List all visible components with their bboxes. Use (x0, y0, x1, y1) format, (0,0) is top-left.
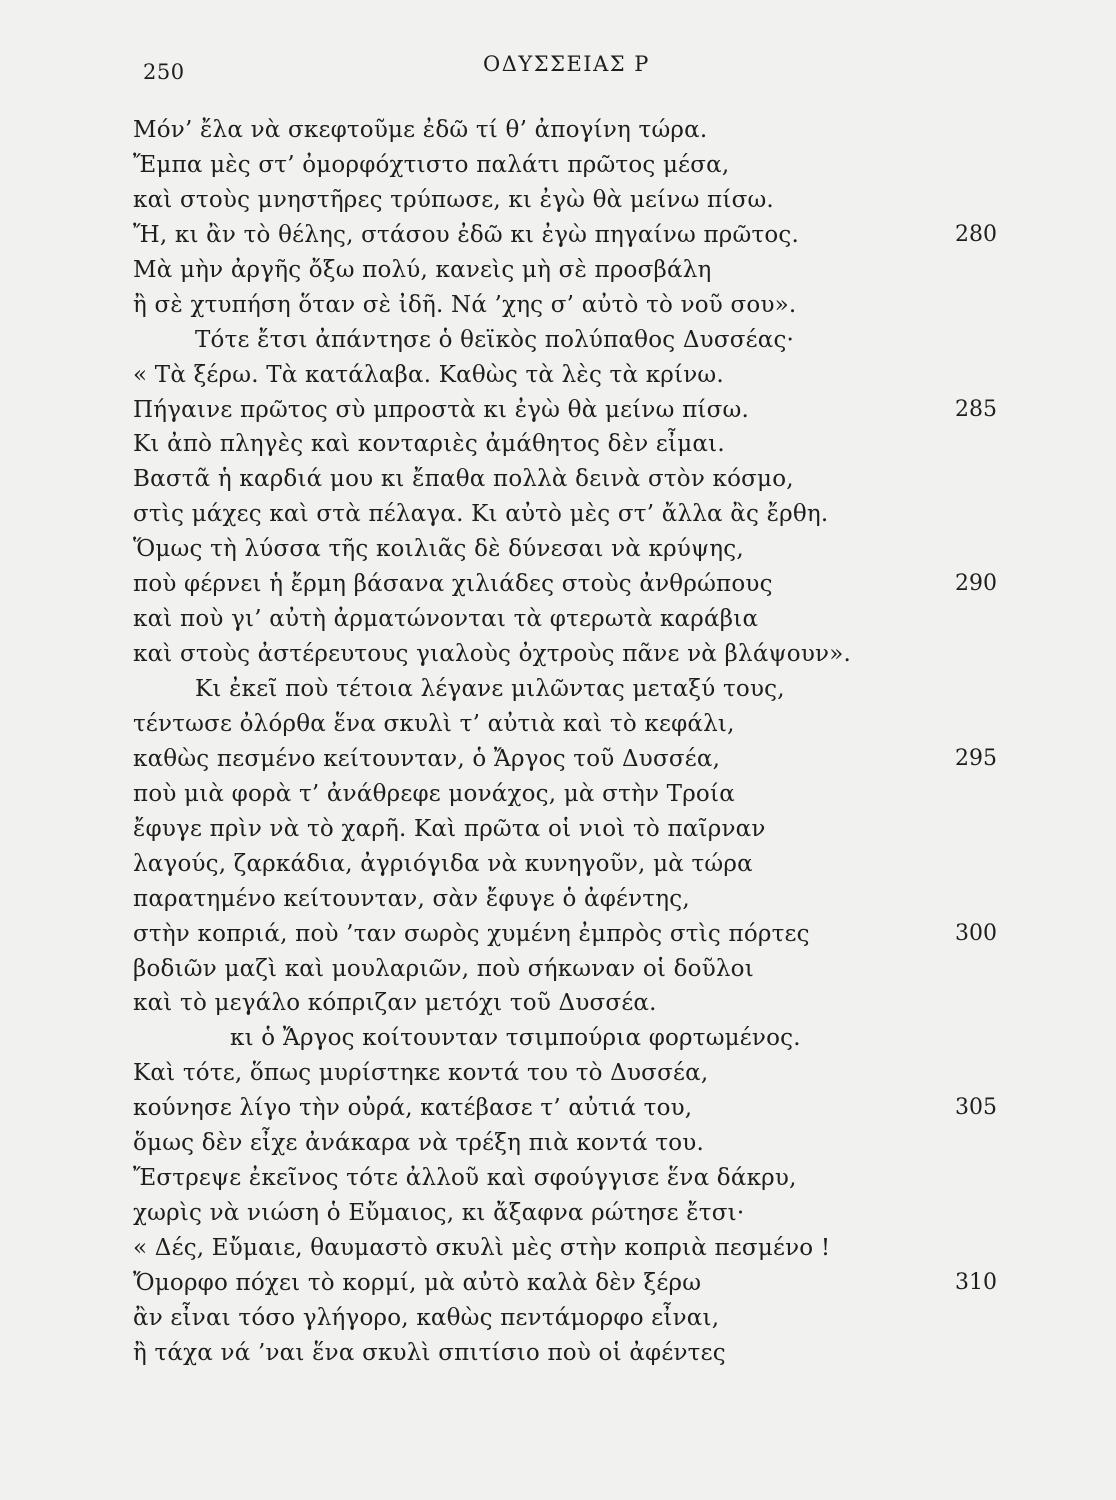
verse-text: λαγούς, ζαρκάδια, ἀγριόγιδα νὰ κυνηγοῦν, μὰ τώρα (133, 850, 753, 877)
verse-text: στὴν κοπριά, ποὺ ’ταν σωρὸς χυμένη ἐμπρὸς στὶς πόρτες (133, 920, 810, 947)
verse-text: βοδιῶν μαζὶ καὶ μουλαριῶν, ποὺ σήκωναν οἱ δοῦλοι (133, 955, 754, 982)
verse-text: καθὼς πεσμένο κείτουνταν, ὁ Ἄργος τοῦ Δυσσέα, (133, 745, 721, 772)
verse-line (0, 288, 1116, 323)
verse-line (0, 497, 1116, 532)
line-number: 280 (955, 221, 997, 247)
verse-line (0, 742, 1116, 777)
verse-line (0, 882, 1116, 917)
verse-block (0, 113, 1116, 1371)
verse-text: Κι ἐκεῖ ποὺ τέτοια λέγανε μιλῶντας μεταξύ τους, (195, 676, 785, 702)
line-number: 285 (955, 396, 997, 422)
verse-line (0, 218, 1116, 253)
verse-text: καὶ τὸ μεγάλο κόπριζαν μετόχι τοῦ Δυσσέα. (133, 990, 657, 1017)
line-number: 310 (955, 1269, 997, 1295)
verse-line (0, 393, 1116, 428)
verse-line (0, 462, 1116, 497)
verse-line (0, 532, 1116, 567)
verse-line (0, 148, 1116, 183)
verse-line (0, 1231, 1116, 1266)
verse-line (0, 1301, 1116, 1336)
verse-text: Πήγαινε πρῶτος σὺ μπροστὰ κι ἐγὼ θὰ μείνω πίσω. (133, 396, 749, 423)
verse-line (0, 253, 1116, 288)
verse-text: Βαστᾶ ἡ καρδιά μου κι ἔπαθα πολλὰ δεινὰ στὸν κόσμο, (133, 466, 794, 493)
verse-text: ἔφυγε πρὶν νὰ τὸ χαρῆ. Καὶ πρῶτα οἱ νιοὶ τὸ παῖρναν (133, 815, 766, 842)
verse-text: Κι ἀπὸ πληγὲς καὶ κονταριὲς ἀμάθητος δὲν εἶμαι. (133, 431, 725, 458)
line-number: 300 (955, 920, 997, 946)
verse-line (0, 567, 1116, 602)
verse-text: ποὺ μιὰ φορὰ τ’ ἀνάθρεφε μονάχος, μὰ στὴν Τροία (133, 780, 735, 807)
verse-line (0, 707, 1116, 742)
line-number: 295 (955, 745, 997, 771)
line-number: 290 (955, 571, 997, 597)
verse-text: Ἔμπα μὲς στ’ ὀμορφόχτιστο παλάτι πρῶτος μέσα, (133, 151, 730, 178)
verse-line (0, 672, 1116, 707)
verse-text: τέντωσε ὀλόρθα ἕνα σκυλὶ τ’ αὐτιὰ καὶ τὸ κεφάλι, (133, 710, 735, 737)
verse-line (0, 1161, 1116, 1196)
verse-text: Καὶ τότε, ὅπως μυρίστηκε κοντά του τὸ Δυσσέα, (133, 1060, 709, 1087)
verse-line (0, 602, 1116, 637)
verse-text: ὅμως δὲν εἶχε ἀνάκαρα νὰ τρέξη πιὰ κοντά του. (133, 1130, 704, 1157)
book-title: ΟΔΥΣΣΕΙΑΣ Ρ (483, 52, 650, 76)
verse-text: « Δές, Εὔμαιε, θαυμαστὸ σκυλὶ μὲς στὴν κοπριὰ πεσμένο ! (133, 1235, 831, 1261)
running-head (0, 50, 1116, 90)
verse-line (0, 777, 1116, 812)
verse-line (0, 847, 1116, 882)
verse-line (0, 1091, 1116, 1126)
verse-line (0, 323, 1116, 358)
verse-line (0, 113, 1116, 148)
verse-text: Μόν’ ἔλα νὰ σκεφτοῦμε ἐδῶ τί θ’ ἀπογίνη τώρα. (133, 117, 708, 143)
verse-text: παρατημένο κείτουνταν, σὰν ἔφυγε ὁ ἀφέντης, (133, 885, 690, 912)
verse-line (0, 812, 1116, 847)
verse-line (0, 427, 1116, 462)
verse-text: « Τὰ ξέρω. Τὰ κατάλαβα. Καθὼς τὰ λὲς τὰ κρίνω. (133, 361, 724, 388)
verse-line (0, 1266, 1116, 1301)
verse-line (0, 637, 1116, 672)
verse-text: ποὺ φέρνει ἡ ἔρμη βάσανα χιλιάδες στοὺς ἀνθρώπους (133, 571, 773, 598)
verse-text: Ὅμως τὴ λύσσα τῆς κοιλιᾶς δὲ δύνεσαι νὰ κρύψης, (133, 536, 744, 563)
verse-line (0, 1196, 1116, 1231)
verse-text: χωρὶς νὰ νιώση ὁ Εὔμαιος, κι ἄξαφνα ρώτησε ἔτσι· (133, 1200, 745, 1227)
line-number: 305 (955, 1095, 997, 1121)
verse-text: ἂν εἶναι τόσο γλήγορο, καθὼς πεντάμορφο εἶναι, (133, 1304, 720, 1331)
page-number: 250 (143, 60, 185, 84)
verse-text: Μὰ μὴν ἀργῆς ὄξω πολύ, κανεὶς μὴ σὲ προσβάλη (133, 256, 712, 283)
verse-text: καὶ ποὺ γι’ αὐτὴ ἀρματώνονται τὰ φτερωτὰ καράβια (133, 606, 759, 633)
verse-line (0, 952, 1116, 987)
verse-line (0, 1021, 1116, 1056)
verse-line (0, 358, 1116, 393)
verse-line (0, 183, 1116, 218)
verse-text: Ἤ, κι ἂν τὸ θέλης, στάσου ἐδῶ κι ἐγὼ πηγαίνω πρῶτος. (133, 221, 800, 248)
verse-text: καὶ στοὺς ἀστέρευτους γιαλοὺς ὀχτροὺς πᾶνε νὰ βλάψουν». (133, 641, 851, 668)
verse-text: ἢ τάχα νά ’ναι ἕνα σκυλὶ σπιτίσιο ποὺ οἱ ἀφέντες (133, 1339, 726, 1366)
verse-text: Τότε ἔτσι ἀπάντησε ὁ θεϊκὸς πολύπαθος Δυσσέας· (195, 326, 795, 353)
verse-line (0, 986, 1116, 1021)
verse-text: ἢ σὲ χτυπήση ὅταν σὲ ἰδῆ. Νά ’χης σ’ αὐτὸ τὸ νοῦ σου». (133, 291, 797, 318)
verse-line (0, 1126, 1116, 1161)
verse-text: καὶ στοὺς μνηστῆρες τρύπωσε, κι ἐγὼ θὰ μείνω πίσω. (133, 186, 774, 213)
verse-line (0, 917, 1116, 952)
verse-text: κι ὁ Ἄργος κοίτουνταν τσιμπούρια φορτωμένος. (230, 1025, 801, 1052)
verse-text: στὶς μάχες καὶ στὰ πέλαγα. Κι αὐτὸ μὲς στ’ ἄλλα ἂς ἔρθη. (133, 501, 829, 528)
verse-text: Ἔστρεψε ἐκεῖνος τότε ἀλλοῦ καὶ σφούγγισε ἕνα δάκρυ, (133, 1165, 797, 1192)
verse-text: κούνησε λίγο τὴν οὐρά, κατέβασε τ’ αὐτιά του, (133, 1095, 693, 1122)
verse-line (0, 1056, 1116, 1091)
verse-line (0, 1336, 1116, 1371)
verse-text: Ὄμορφο πόχει τὸ κορμί, μὰ αὐτὸ καλὰ δὲν ξέρω (133, 1269, 702, 1296)
